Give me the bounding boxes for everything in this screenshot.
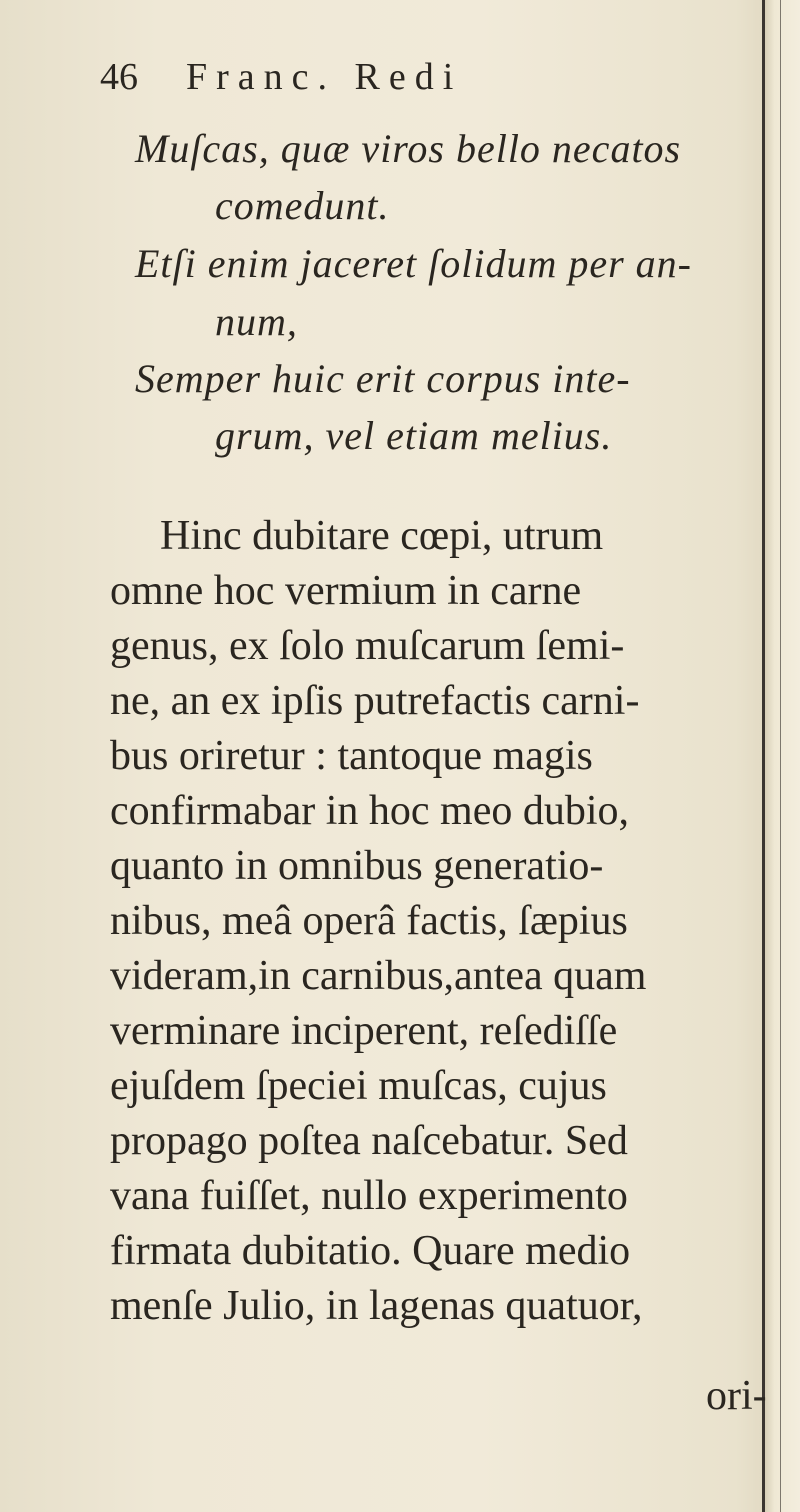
- prose-line: firmata dubitatio. Quare medio: [110, 1228, 631, 1274]
- page-header: [100, 55, 660, 105]
- prose-line: ejuſdem ſpeciei muſcas, cujus: [110, 1063, 607, 1109]
- prose-line: Hinc dubitare cœpi, utrum: [160, 513, 604, 559]
- prose-line: menſe Julio, in lagenas quatuor,: [110, 1283, 643, 1329]
- verse-line: comedunt.: [215, 183, 390, 228]
- prose-line: verminare inciperent, reſediſſe: [110, 1008, 618, 1054]
- prose-line: propago poſtea naſcebatur. Sed: [110, 1118, 628, 1164]
- catchword: ori-: [706, 1373, 767, 1419]
- page-number: 46: [100, 56, 138, 98]
- verse-line: grum, vel etiam melius.: [215, 413, 613, 458]
- prose-line: quanto in omnibus generatio-: [110, 843, 604, 889]
- running-head: Franc. Redi: [186, 56, 463, 98]
- prose-line: confirmabar in hoc meo dubio,: [110, 788, 630, 834]
- verse-line: Muſcas, quæ viros bello necatos: [135, 126, 682, 171]
- prose-line: nibus, meâ operâ factis, ſæpius: [110, 898, 628, 944]
- prose-line: videram,in carnibus,antea quam: [110, 953, 647, 999]
- prose-line: genus, ex ſolo muſcarum ſemi-: [110, 623, 625, 669]
- prose-line: ne, an ex ipſis putrefactis carni-: [110, 678, 640, 724]
- binding-line: [780, 0, 781, 1512]
- prose-line: omne hoc vermium in carne: [110, 568, 582, 614]
- prose-line: vana fuiſſet, nullo experimento: [110, 1173, 628, 1219]
- prose-line: bus oriretur : tantoque magis: [110, 733, 593, 779]
- verse-line: num,: [215, 299, 298, 344]
- verse-line: Semper huic erit corpus inte-: [135, 356, 631, 401]
- verse-line: Etſi enim jaceret ſolidum per an-: [135, 241, 692, 286]
